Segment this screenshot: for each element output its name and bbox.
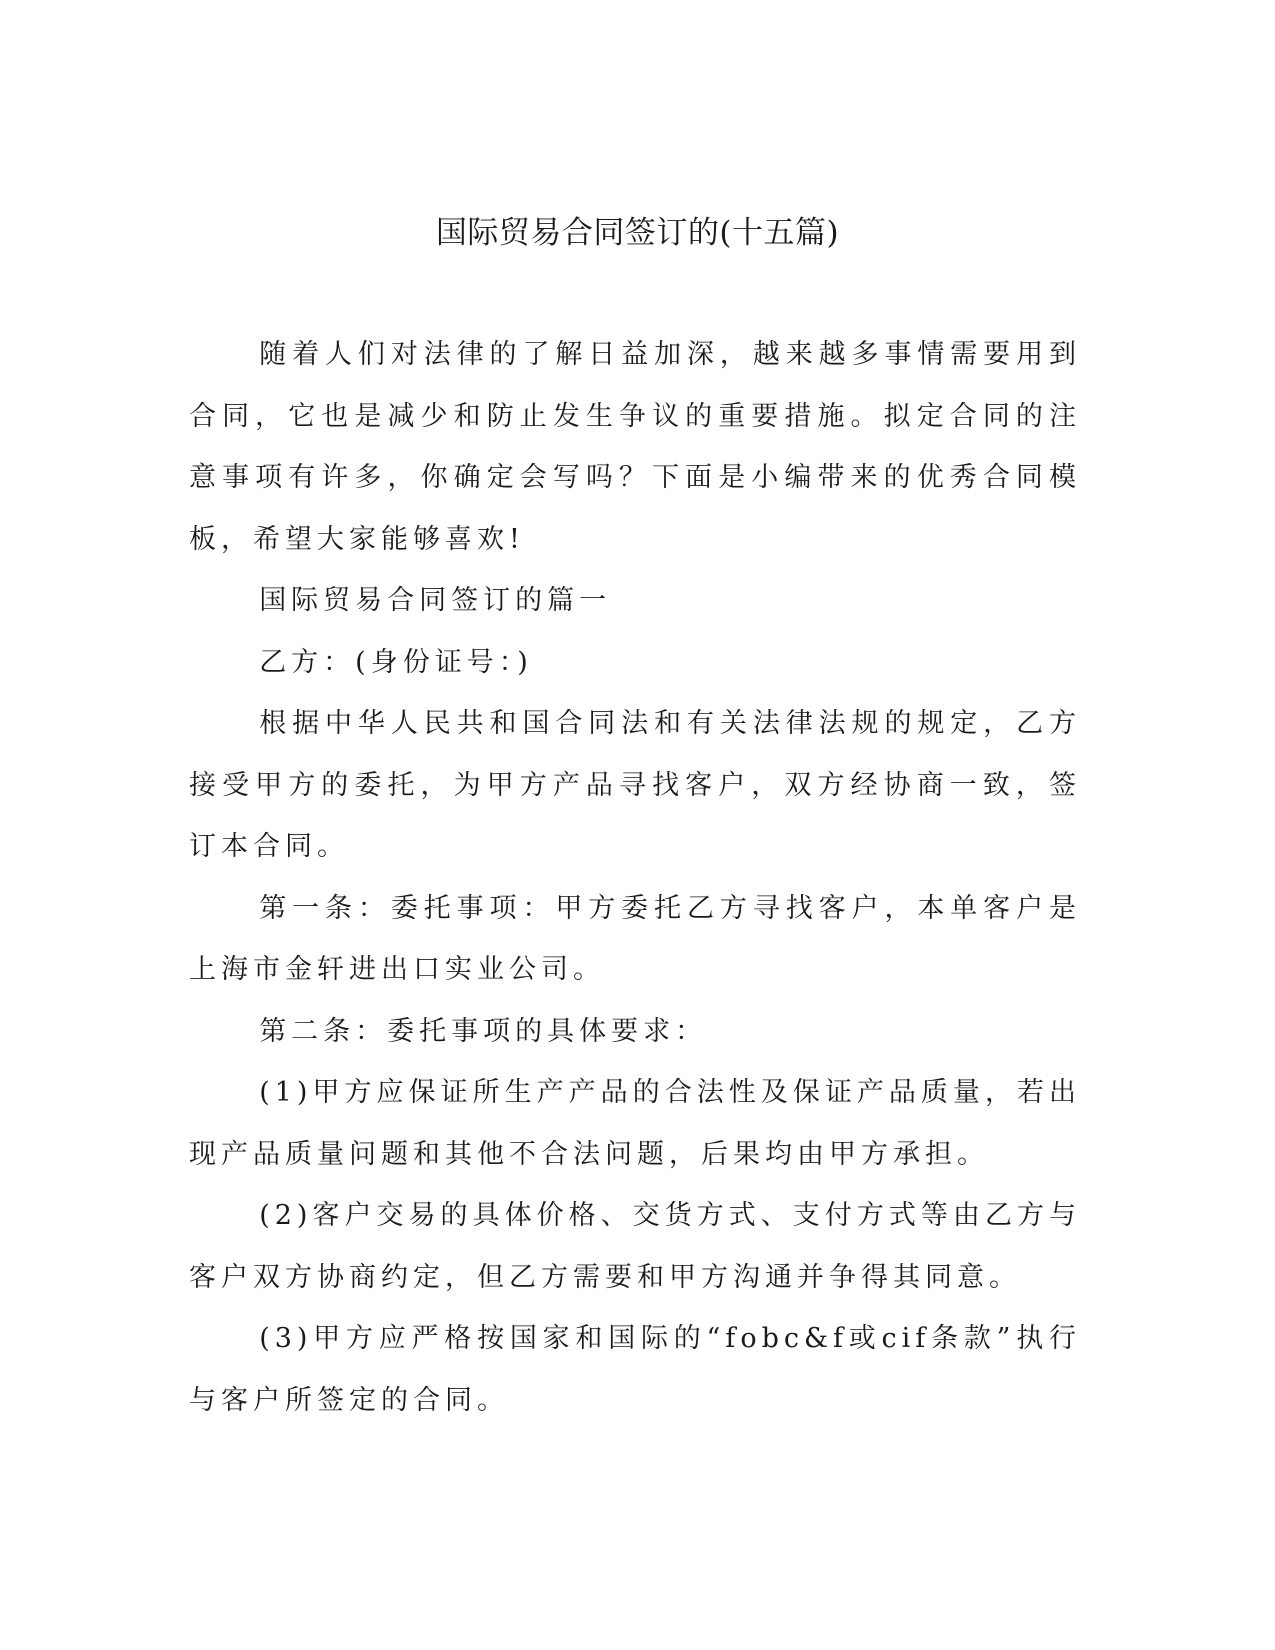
requirement-2: (2)客户交易的具体价格、交货方式、支付方式等由乙方与客户双方协商约定，但乙方需要和甲方沟通并争得其同意。 bbox=[189, 1200, 1081, 1293]
preamble-paragraph: 根据中华人民共和国合同法和有关法律法规的规定，乙方接受甲方的委托，为甲方产品寻找客户，双方经协商一致，签订本合同。 bbox=[189, 708, 1081, 862]
section-heading: 国际贸易合同签订的篇一 bbox=[259, 585, 612, 616]
requirement-1: (1)甲方应保证所生产产品的合法性及保证产品质量，若出现产品质量问题和其他不合法问题，后果均由甲方承担。 bbox=[189, 1077, 1081, 1170]
requirement-3: (3)甲方应严格按国家和国际的“fobc&f或cif条款”执行与客户所签定的合同。 bbox=[189, 1323, 1081, 1416]
article-1-paragraph: 第一条：委托事项：甲方委托乙方寻找客户，本单客户是上海市金轩进出口实业公司。 bbox=[189, 892, 1081, 985]
article-2-heading: 第二条：委托事项的具体要求： bbox=[259, 1015, 708, 1047]
party-b-line: 乙方：(身份证号：) bbox=[259, 646, 533, 678]
document-title: 国际贸易合同签订的(十五篇) bbox=[435, 215, 840, 251]
intro-paragraph: 随着人们对法律的了解日益加深，越来越多事情需要用到合同，它也是减少和防止发生争议的重要措施。拟定合同的注意事项有许多，你确定会写吗？下面是小编带来的优秀合同模板，希望大家能够喜欢! bbox=[189, 339, 1081, 555]
document-body bbox=[189, 324, 1081, 1431]
